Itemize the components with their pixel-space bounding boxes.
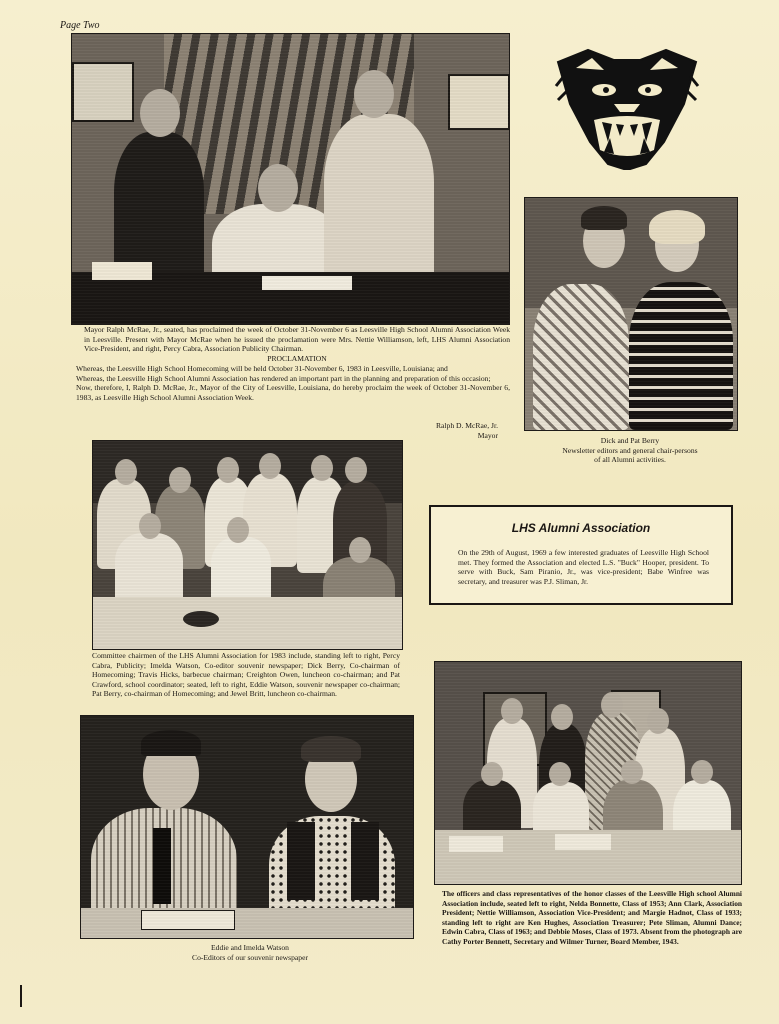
officers-caption-text: The officers and class representatives of the honor classes of the Leesville High school Alumni Association include, seated left to right, Nelda Bonnette, Class of 1953; Ann Clark, Association President; Nettie Williamson, Association Vice-President; and Margie Hadnot, Class of 1933; standing left to right are Ken Hughes, Association Treasurer; Pete Sliman, Alumni Dance; Edwin Cabra, Class of 1963; and Debbie Moses, Class of 1973. Absent from the photograph are Cathy Porter Bennett, Secretary and Wilmer Turner, Board Member, 1943.: [442, 889, 742, 946]
officers-photo: [434, 661, 742, 885]
panther-head-icon: [554, 46, 700, 170]
proclamation-body: [76, 364, 510, 402]
page-label: Page Two: [60, 20, 100, 31]
mayor-photo-caption: [84, 325, 510, 354]
margin-mark: [20, 985, 22, 1007]
signature-title: Mayor: [477, 430, 498, 440]
association-box-title: LHS Alumni Association: [511, 521, 651, 535]
watson-caption-line-2: Co-Editors of our souvenir newspaper: [192, 952, 308, 962]
signature-name: Ralph D. McRae, Jr.: [435, 421, 498, 430]
committee-caption-text: Committee chairmen of the LHS Alumni Association for 1983 include, standing left to right, Percy Cabra, Publicity; Imelda Watson, Co-editor souvenir newspaper; Dick Berry, Co-chairman of Homecoming; Travis Hicks, barbecue chairman; Creighton Owen, luncheon co-chairman; and Pat Crawford, school coordinator; seated, left to right, Eddie Watson, souvenir newspaper co-chairman; Pat Berry, co-chairman of Homecoming; and Jewel Britt, luncheon co-chairman.: [92, 651, 400, 699]
mayor-signature: [380, 421, 498, 440]
committee-photo: [92, 440, 403, 650]
proclamation-paragraph-3: Now, therefore, I, Ralph D. McRae, Jr., Mayor of the City of Leesville, Louisiana, do hereby proclaim the week of October 31-November 6, 1983, as Leesville High School Alumni Association Week.: [76, 383, 510, 402]
mayor-proclamation-photo: [71, 33, 510, 325]
berry-photo: [524, 197, 738, 431]
watson-caption-line-1: Eddie and Imelda Watson: [211, 943, 289, 952]
berry-caption-line-2: Newsletter editors and general chair-persons: [562, 445, 698, 455]
proclamation-paragraph-1: Whereas, the Leesville High School Homecoming will be held October 31-November 6, 1983 in Leesville, Louisiana; and: [76, 364, 448, 373]
watson-caption: [150, 943, 350, 962]
officers-caption: [442, 889, 742, 947]
proclamation-paragraph-2: Whereas, the Leesville High School Alumni Association has rendered an important part in the planning and preparation of this occasion;: [76, 373, 491, 383]
alumni-association-box: [429, 505, 733, 605]
mayor-caption-text: Mayor Ralph McRae, Jr., seated, has proclaimed the week of October 31-November 6 as Leesville High School Alumni Association Week in Leesville. Present with Mayor McRae when he issued the proclamation were Mrs. Nettie Williamson, left, LHS Alumni Association Vice-President, and right, Percy Cabra, Association Publicity Chairman.: [84, 325, 510, 354]
watson-photo: [80, 715, 414, 939]
proclamation-heading: PROCLAMATION: [267, 354, 327, 363]
berry-caption-line-3: of all Alumni activities.: [594, 455, 666, 465]
berry-caption-line-1: Dick and Pat Berry: [600, 436, 660, 445]
committee-caption: [92, 651, 400, 699]
berry-caption: [524, 436, 736, 465]
association-box-body: On the 29th of August, 1969 a few interested graduates of Leesville High School met. They formed the Association and elected L.S. "Buck" Hooper, president. To serve with Buck, Sam Piranio, Jr., was vice-president; Babe Winfree was secretary, and treasurer was P.J. Sliman, Jr.: [458, 548, 709, 586]
